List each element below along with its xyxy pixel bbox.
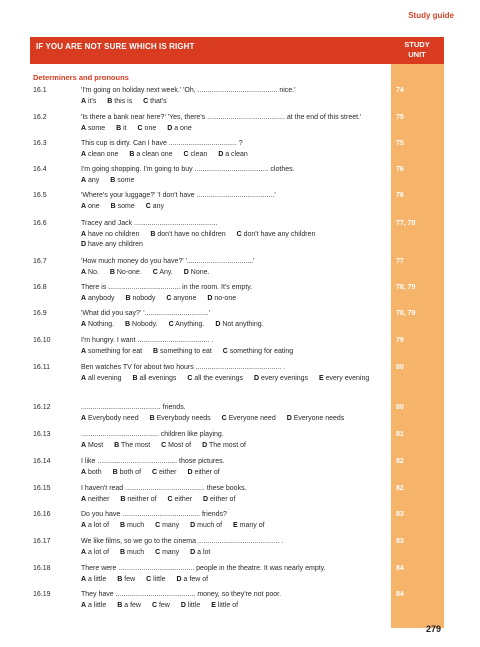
answer-options	[81, 441, 386, 451]
answer-option: B all evenings	[132, 375, 177, 382]
answer-option: A Most	[81, 442, 104, 449]
question-number: 16.14	[33, 458, 51, 465]
answer-options	[81, 97, 386, 107]
answer-option: B both of	[112, 469, 142, 476]
question-text: 'How much money do you have?' '..................................'	[81, 258, 255, 265]
question-number: 16.9	[33, 310, 47, 317]
answer-option: A Everybody need	[81, 415, 139, 422]
answer-option: D a few of	[176, 576, 209, 583]
study-unit-ref: 82	[396, 458, 404, 465]
question-number: 16.18	[33, 565, 51, 572]
answer-options	[81, 176, 386, 186]
answer-option: A clean one	[81, 151, 119, 158]
study-unit-ref: 83	[396, 538, 404, 545]
answer-options	[81, 548, 386, 558]
question-number: 16.3	[33, 140, 47, 147]
question-number: 16.13	[33, 431, 51, 438]
answer-option: A it's	[81, 98, 97, 105]
question-text: ........................................ children like playing.	[81, 431, 224, 438]
study-unit-ref: 80	[396, 404, 404, 411]
study-unit-ref: 81	[396, 431, 404, 438]
answer-option: B neither of	[120, 496, 157, 503]
study-unit-ref: 79	[396, 337, 404, 344]
answer-option: B much	[119, 522, 145, 529]
answer-option: B this is	[107, 98, 133, 105]
question-text: 'Is there a bank near here?' 'Yes, there's ........................................ at the end of this street.'	[81, 114, 362, 121]
answer-options	[81, 294, 386, 304]
question-number: 16.17	[33, 538, 51, 545]
answer-option: A some	[81, 125, 106, 132]
answer-option: C Any.	[152, 269, 173, 276]
answer-option: D no-one	[207, 295, 237, 302]
answer-option: B some	[110, 203, 135, 210]
question-number: 16.7	[33, 258, 47, 265]
answer-options	[81, 347, 386, 357]
answer-option: A something for eat	[81, 348, 143, 355]
answer-option: D a one	[167, 125, 192, 132]
answer-option: D Everyone needs	[286, 415, 345, 422]
question-number: 16.11	[33, 364, 50, 371]
answer-options	[81, 150, 386, 160]
question-number: 16.12	[33, 404, 51, 411]
answer-option: C don't have any children	[236, 231, 316, 238]
question-text: ......................................... friends.	[81, 404, 186, 411]
study-unit-ref: 84	[396, 591, 404, 598]
answer-option: C little	[146, 576, 166, 583]
question-text: We like films, so we go to the cinema .......................................... .	[81, 538, 284, 545]
answer-options	[81, 268, 386, 278]
answer-option: C all the evenings	[187, 375, 244, 382]
section-title: Determiners and pronouns	[33, 73, 129, 82]
answer-options	[81, 320, 386, 330]
question-text: 'Where's your luggage?' 'I don't have ........................................'	[81, 192, 276, 199]
answer-options	[81, 374, 386, 384]
question-number: 16.8	[33, 284, 47, 291]
answer-option: C clean	[183, 151, 208, 158]
answer-option: C one	[137, 125, 157, 132]
study-unit-ref: 75	[396, 140, 404, 147]
answer-option: C few	[151, 602, 170, 609]
answer-options	[81, 414, 386, 424]
answer-option: B The most	[114, 442, 151, 449]
answer-option: A one	[81, 203, 100, 210]
answer-option: A anybody	[81, 295, 115, 302]
study-unit-ref: 78, 79	[396, 284, 416, 291]
study-unit-ref: 74	[396, 87, 404, 94]
section-header-bar	[30, 37, 444, 64]
answer-options	[81, 202, 386, 212]
question-text: I'm hungry. I want ..................................... .	[81, 337, 214, 344]
answer-option: A Nothing.	[81, 321, 115, 328]
answer-options	[81, 468, 386, 478]
answer-option: C any	[145, 203, 165, 210]
question-text: I'm going shopping. I'm going to buy ...................................... clothes.	[81, 166, 295, 173]
question-text: There is ..................................... in the room. It's empty.	[81, 284, 253, 291]
question-text: This cup is dirty. Can I have ................................... ?	[81, 140, 243, 147]
question-text: I haven't read ......................................... these books.	[81, 485, 247, 492]
answer-option: C that's	[143, 98, 167, 105]
question-number: 16.1	[33, 87, 47, 94]
answer-option: C many	[155, 522, 180, 529]
answer-option: D every evenings	[253, 375, 309, 382]
answer-option: B much	[119, 549, 145, 556]
answer-option: C Anything.	[168, 321, 205, 328]
answer-option: D None.	[183, 269, 210, 276]
answer-option: C either	[151, 469, 177, 476]
answer-option: E every evening	[319, 375, 370, 382]
question-number: 16.15	[33, 485, 51, 492]
question-number: 16.16	[33, 511, 51, 518]
page-number: 279	[426, 624, 442, 634]
answer-options	[81, 495, 386, 505]
answer-option: A any	[81, 177, 100, 184]
question-text: Tracey and Jack ...........................................	[81, 220, 218, 227]
answer-option: A all evening	[81, 375, 122, 382]
answer-option: A a little	[81, 602, 107, 609]
question-number: 16.10	[33, 337, 51, 344]
answer-option: D much of	[190, 522, 223, 529]
question-text: 'I'm going on holiday next week.' 'Oh, ......................................... nice.'	[81, 87, 296, 94]
answer-option: A a lot of	[81, 522, 110, 529]
study-unit-heading: STUDY UNIT	[404, 40, 430, 59]
question-text: Ben watches TV for about two hours ............................................ .	[81, 364, 286, 371]
answer-options	[81, 575, 386, 585]
question-number: 16.5	[33, 192, 47, 199]
study-unit-ref: 76	[396, 166, 404, 173]
study-unit-ref: 83	[396, 511, 404, 518]
answer-option: B Everybody needs	[149, 415, 211, 422]
answer-option: B some	[110, 177, 135, 184]
answer-option: B Nobody.	[125, 321, 158, 328]
question-number: 16.2	[33, 114, 47, 121]
answer-option: E little of	[211, 602, 239, 609]
answer-option: E many of	[233, 522, 265, 529]
study-unit-ref: 75	[396, 114, 404, 121]
answer-option: B something to eat	[153, 348, 212, 355]
answer-option: A both	[81, 469, 102, 476]
study-unit-ref: 80	[396, 364, 404, 371]
answer-option: A have no children	[81, 231, 140, 238]
question-number: 16.6	[33, 220, 47, 227]
answer-option: D either of	[187, 469, 220, 476]
answer-option: C Everyone need	[221, 415, 276, 422]
study-unit-ref: 77	[396, 258, 404, 265]
answer-option: B don't have no children	[150, 231, 226, 238]
answer-option: B a few	[117, 602, 141, 609]
answer-option: A a lot of	[81, 549, 110, 556]
question-text: I like ......................................... those pictures.	[81, 458, 225, 465]
question-text: 'What did you say?' '.................................'	[81, 310, 211, 317]
answer-option: C anyone	[166, 295, 197, 302]
answer-option: B few	[117, 576, 136, 583]
answer-option: D either of	[203, 496, 236, 503]
study-guide-label: Study guide	[408, 11, 454, 20]
question-text: They have ......................................... money, so they're not poor.	[81, 591, 282, 598]
question-number: 16.4	[33, 166, 47, 173]
answer-option: A a little	[81, 576, 107, 583]
answer-options	[81, 601, 386, 611]
study-unit-ref: 78, 79	[396, 310, 416, 317]
answer-options	[81, 124, 386, 134]
answer-option: B No-one.	[109, 269, 142, 276]
answer-option: B a clean one	[129, 151, 173, 158]
answer-option: D have any children	[81, 241, 143, 248]
study-unit-ref: 84	[396, 565, 404, 572]
answer-options	[81, 521, 386, 531]
answer-option: B it	[116, 125, 127, 132]
answer-option: B nobody	[125, 295, 156, 302]
answer-option: D The most of	[202, 442, 246, 449]
answer-option: C either	[167, 496, 193, 503]
answer-options	[81, 230, 386, 250]
answer-option: D Not anything.	[215, 321, 264, 328]
answer-option: D a lot	[190, 549, 211, 556]
question-text: There were ....................................... people in the theatre. It was nearly empty.	[81, 565, 326, 572]
answer-option: C Most of	[161, 442, 192, 449]
answer-option: D little	[180, 602, 201, 609]
question-number: 16.19	[33, 591, 51, 598]
study-unit-ref: 76	[396, 192, 404, 199]
study-unit-ref: 82	[396, 485, 404, 492]
header-title: IF YOU ARE NOT SURE WHICH IS RIGHT	[36, 42, 195, 51]
answer-option: C many	[155, 549, 180, 556]
answer-option: A No.	[81, 269, 99, 276]
answer-option: D a clean	[218, 151, 248, 158]
question-text: Do you have ........................................ friends?	[81, 511, 227, 518]
answer-option: C something for eating	[222, 348, 294, 355]
study-unit-ref: 77, 78	[396, 220, 416, 227]
answer-option: A neither	[81, 496, 110, 503]
